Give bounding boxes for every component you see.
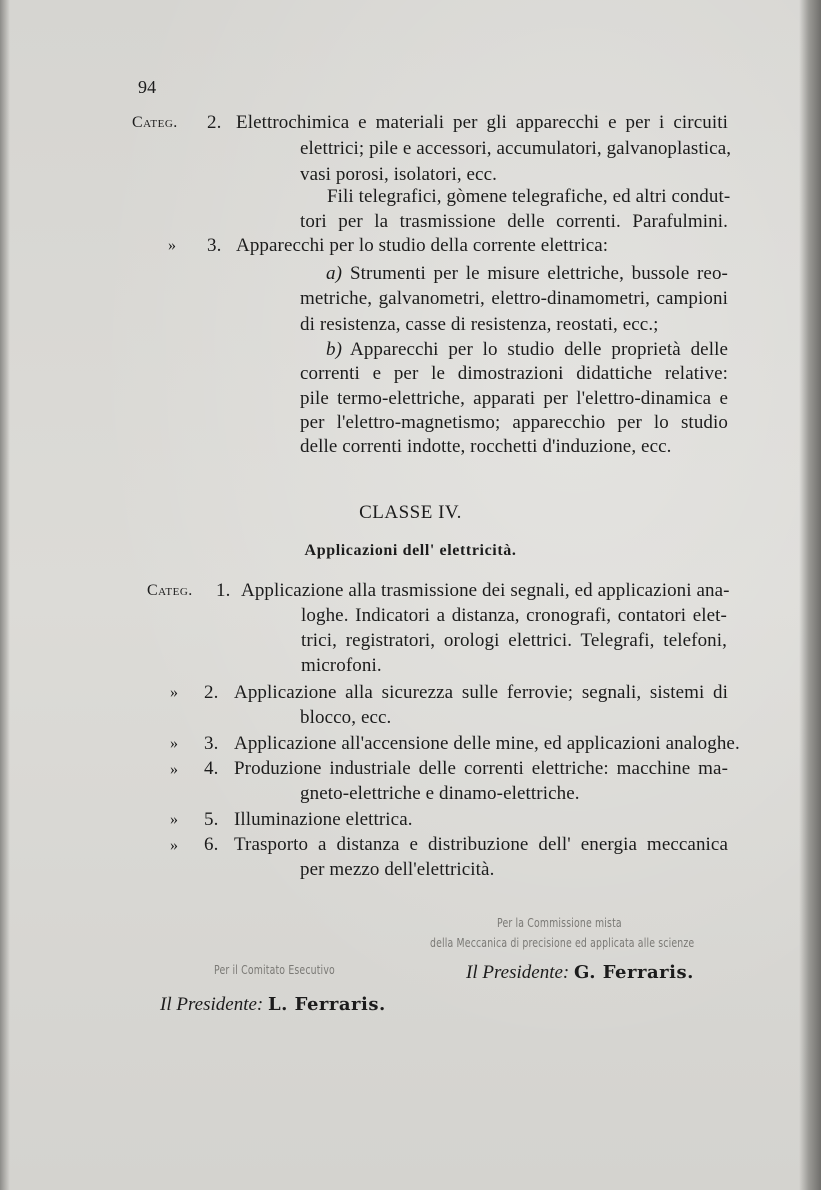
- text-line: Applicazione alla sicurezza sulle ferrovie; segnali, sistemi di: [234, 682, 728, 703]
- text-line: elettrici; pile e accessori, accumulatori, galvanoplastica,: [300, 138, 732, 159]
- ditto-mark: »: [170, 761, 179, 778]
- text-line: blocco, ecc.: [300, 707, 392, 728]
- class-subtitle: Applicazioni dell' elettricità.: [304, 542, 517, 559]
- ditto-mark: »: [170, 837, 179, 854]
- ditto-mark: »: [170, 735, 179, 752]
- text-line: Strumenti per le misure elettriche, bussole reo-: [350, 263, 728, 284]
- text-line: Apparecchi per lo studio della corrente elettrica:: [236, 235, 609, 256]
- text-line: microfoni.: [301, 655, 382, 676]
- text-line: Produzione industriale delle correnti elettriche: macchine ma-: [234, 758, 728, 779]
- text-line: trici, registratori, orologi elettrici. Telegrafi, telefoni,: [301, 630, 727, 651]
- signature-right: [466, 962, 694, 984]
- category-number: 5.: [204, 809, 219, 830]
- commission-stamp-line: Per la Commissione mista: [497, 916, 622, 930]
- text-line: Applicazione alla trasmissione dei segnali, ed applicazioni ana-: [241, 580, 730, 601]
- category-number: 3.: [204, 733, 219, 754]
- text-line: correnti e per le dimostrazioni didattiche relative:: [300, 363, 728, 384]
- category-number: 2.: [204, 682, 219, 703]
- page-left-edge-shadow: [0, 0, 10, 1190]
- category-label: Categ.: [147, 582, 193, 599]
- text-line: pile termo-elettriche, apparati per l'elettro-dinamica e: [300, 388, 728, 409]
- ditto-mark: »: [170, 811, 179, 828]
- commission-stamp-line: della Meccanica di precisione ed applicata alle scienze: [430, 936, 695, 950]
- page-number: 94: [138, 77, 157, 97]
- text-line: loghe. Indicatori a distanza, cronografi, contatori elet-: [301, 605, 727, 626]
- category-number: 2.: [207, 112, 222, 133]
- item-marker: b): [326, 339, 343, 360]
- text-line: Trasporto a distanza e distribuzione dell' energia meccanica: [234, 834, 728, 855]
- category-number: 3.: [207, 235, 222, 256]
- category-number: 4.: [204, 758, 219, 779]
- class-title: CLASSE IV.: [359, 502, 462, 523]
- text-line: Apparecchi per lo studio delle proprietà delle: [350, 339, 728, 360]
- page-right-edge-shadow: [799, 0, 821, 1190]
- committee-stamp-line: Per il Comitato Esecutivo: [214, 963, 335, 977]
- text-line: tori per la trasmissione delle correnti. Parafulmini.: [300, 211, 728, 232]
- text-line: per l'elettro-magnetismo; apparecchio per lo studio: [300, 412, 728, 433]
- signature-role: Il Presidente:: [466, 962, 570, 983]
- text-line: metriche, galvanometri, elettro-dinamometri, campioni: [300, 288, 728, 309]
- text-line: per mezzo dell'elettricità.: [300, 859, 495, 880]
- category-number: 6.: [204, 834, 219, 855]
- signature-role: Il Presidente:: [160, 994, 264, 1015]
- text-line: Illuminazione elettrica.: [234, 809, 413, 830]
- ditto-mark: »: [170, 684, 179, 701]
- signature-left: [160, 994, 386, 1016]
- text-line: Applicazione all'accensione delle mine, ed applicazioni analoghe.: [234, 733, 740, 754]
- text-line: vasi porosi, isolatori, ecc.: [300, 164, 497, 185]
- item-marker: a): [326, 263, 343, 284]
- category-label: Categ.: [132, 114, 178, 131]
- signature-name: L. Ferraris.: [267, 994, 386, 1015]
- text-line: Elettrochimica e materiali per gli apparecchi e per i circuiti: [236, 112, 728, 133]
- signature-name: G. Ferraris.: [573, 962, 694, 983]
- text-line: di resistenza, casse di resistenza, reostati, ecc.;: [300, 314, 659, 335]
- text-line: Fili telegrafici, gòmene telegrafiche, ed altri condut-: [327, 186, 731, 207]
- text-line: gneto-elettriche e dinamo-elettriche.: [300, 783, 580, 804]
- ditto-mark: »: [168, 237, 177, 254]
- category-number: 1.: [216, 580, 231, 601]
- text-line: delle correnti indotte, rocchetti d'induzione, ecc.: [300, 436, 672, 457]
